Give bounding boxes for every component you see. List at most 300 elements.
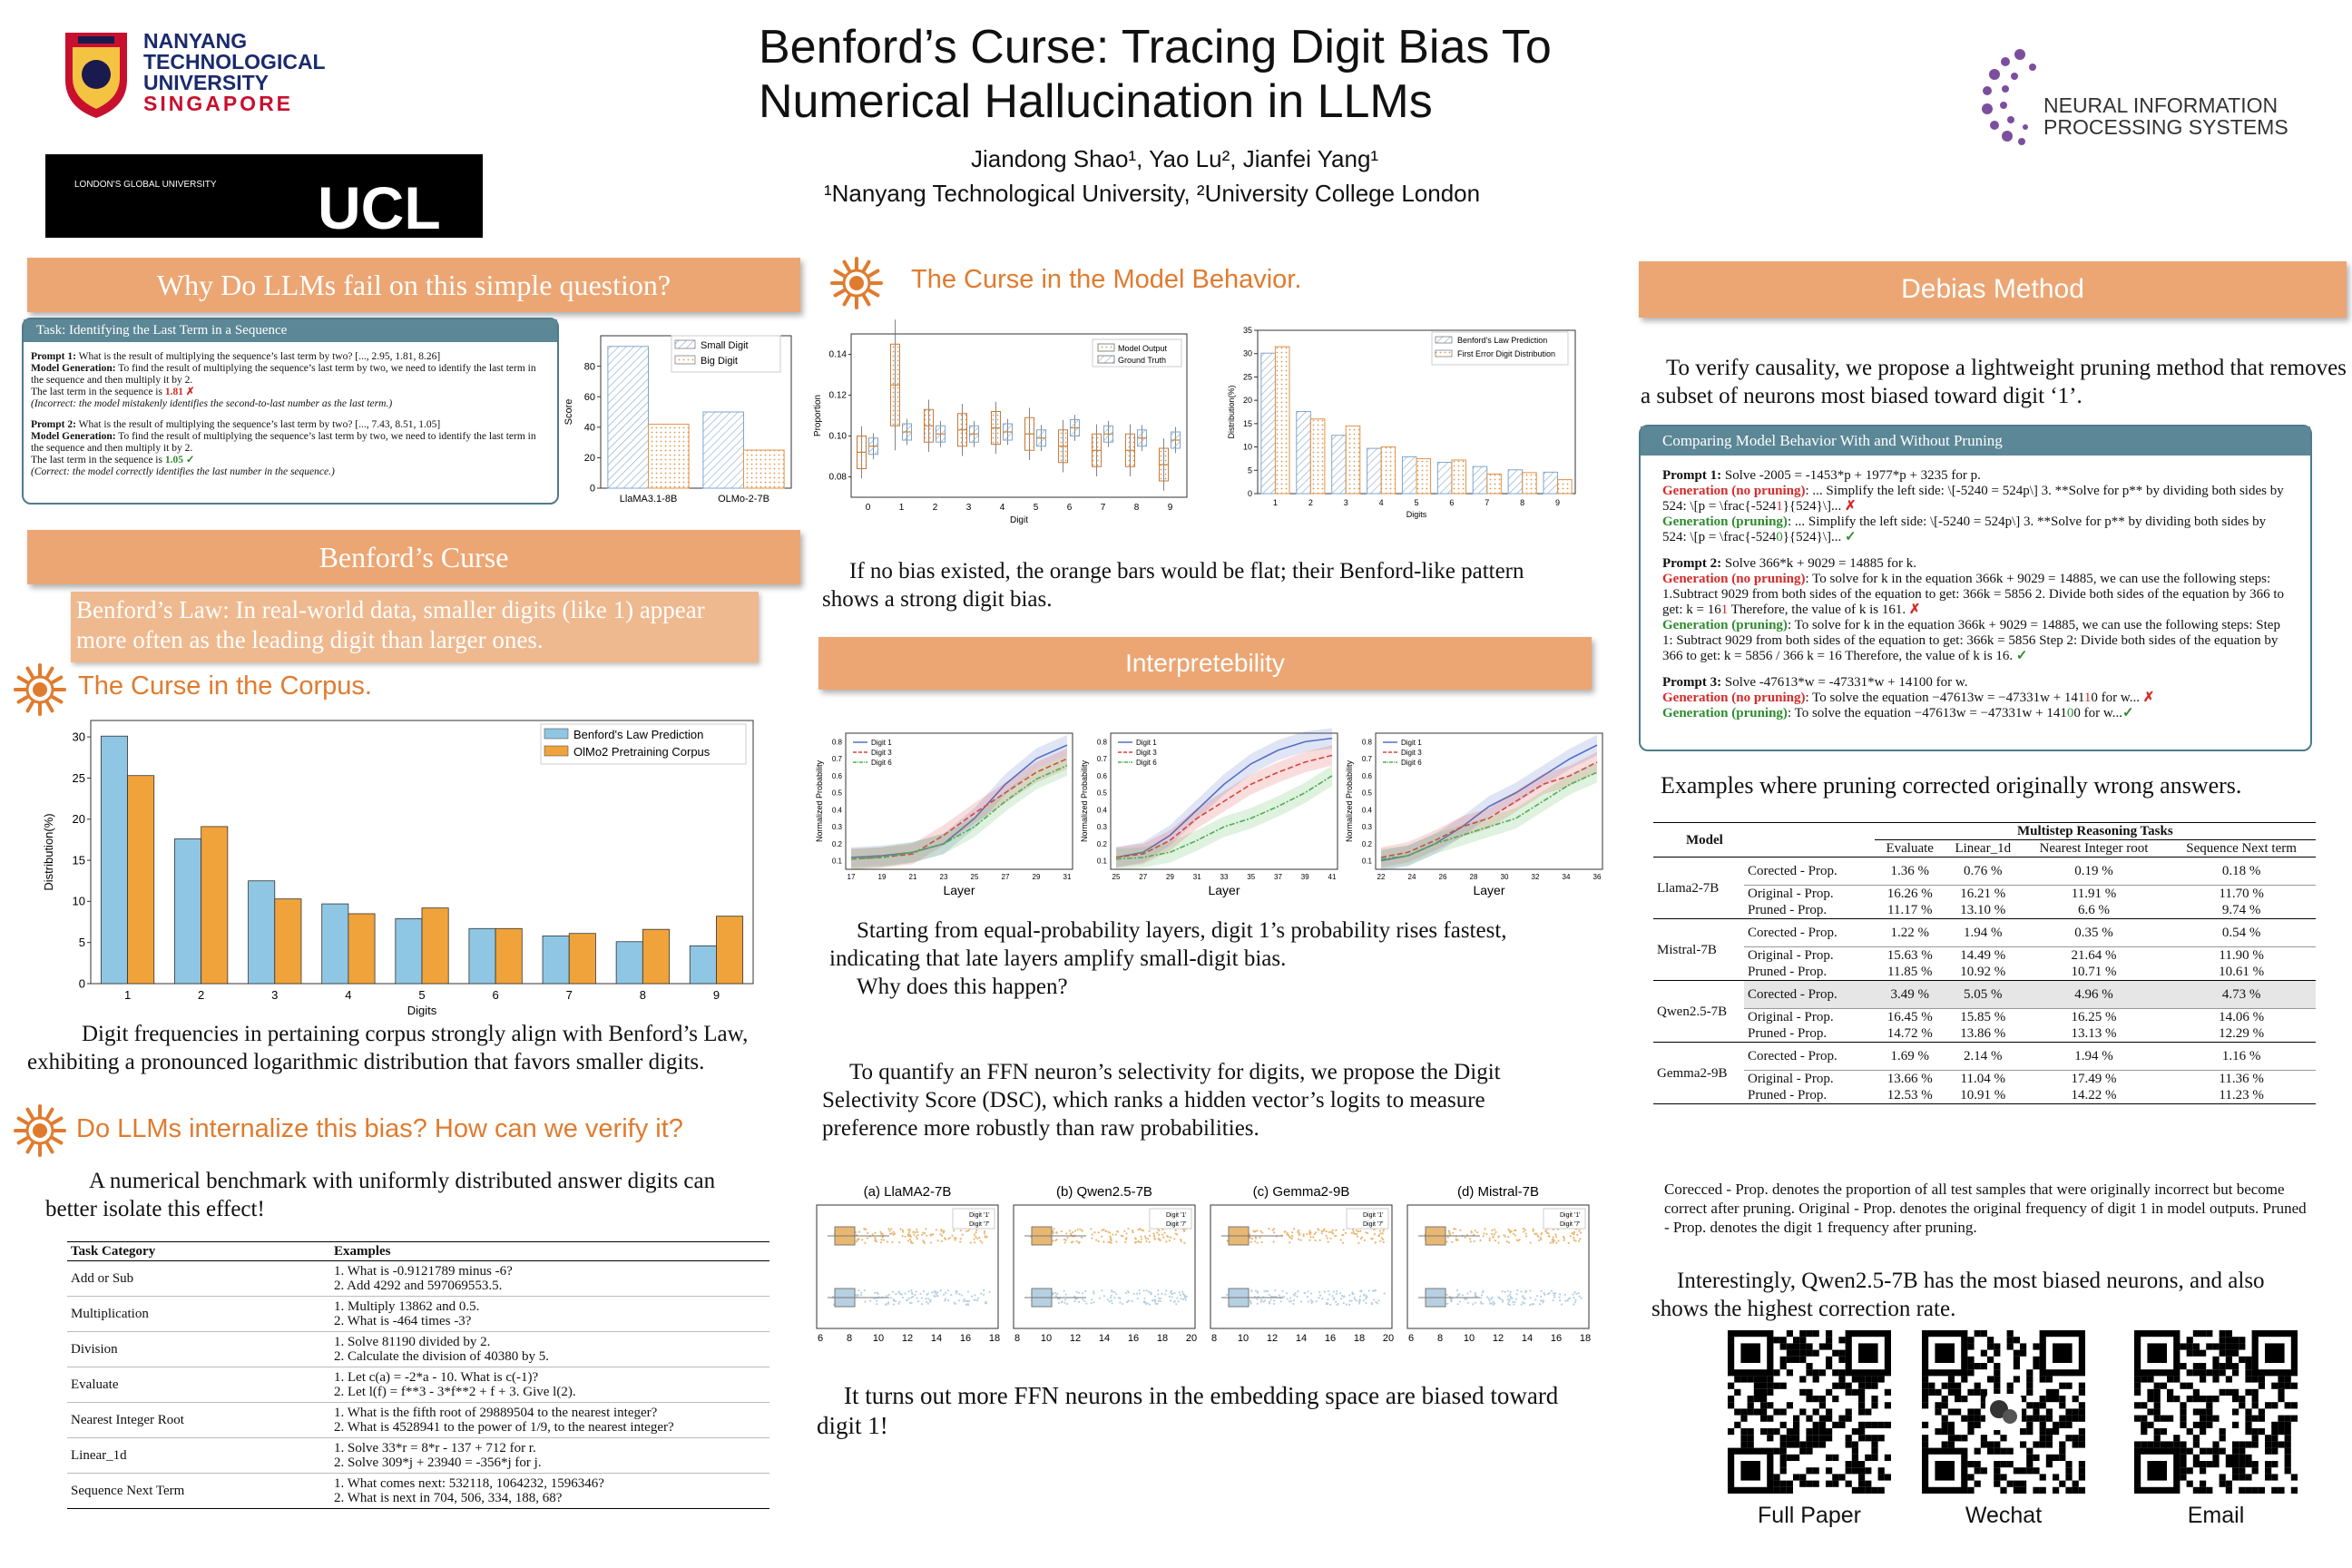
task-box bbox=[22, 318, 559, 505]
bar bbox=[1402, 456, 1416, 494]
y-axis-label: Proportion bbox=[813, 394, 823, 437]
qr-module bbox=[2206, 1408, 2212, 1415]
qr-module bbox=[2232, 1363, 2239, 1369]
qr-module bbox=[2073, 1481, 2079, 1487]
correct-digit: 0 bbox=[2066, 706, 2074, 720]
qr-module bbox=[2285, 1461, 2291, 1467]
qr-module bbox=[2065, 1416, 2072, 1422]
point bbox=[1544, 1230, 1546, 1232]
x-tick-label: 32 bbox=[1531, 873, 1540, 881]
qr-module bbox=[2141, 1376, 2147, 1382]
qr-module bbox=[2187, 1383, 2193, 1389]
point bbox=[1054, 1292, 1056, 1294]
qr-module bbox=[1760, 1376, 1767, 1382]
x-axis-label: Layer bbox=[943, 883, 975, 897]
point bbox=[1161, 1293, 1162, 1295]
bar bbox=[716, 916, 742, 984]
point bbox=[1480, 1297, 1482, 1298]
qr-module bbox=[1871, 1441, 1877, 1447]
point bbox=[895, 1293, 897, 1295]
bar bbox=[1261, 353, 1276, 494]
qr-module bbox=[2079, 1383, 2085, 1389]
qr-module bbox=[1760, 1396, 1767, 1402]
x-tick-label: 10 bbox=[1237, 1333, 1250, 1344]
point bbox=[1314, 1240, 1316, 1241]
table-cell bbox=[330, 1261, 769, 1297]
point bbox=[1494, 1231, 1496, 1233]
point bbox=[1559, 1299, 1561, 1301]
qr-module bbox=[2059, 1481, 2065, 1487]
point bbox=[1356, 1230, 1357, 1231]
point bbox=[1289, 1241, 1290, 1243]
y-axis-label: Score bbox=[564, 398, 574, 426]
y-tick-label: 20 bbox=[1242, 396, 1252, 406]
qr-module bbox=[2173, 1396, 2180, 1402]
gen2-text: To find the result of multiplying the sequence’s last term by two, we need to identify the last term in the sequence and then multiply it by 2. bbox=[31, 431, 536, 454]
point bbox=[860, 1292, 862, 1294]
x-tick-label: 10 bbox=[1463, 1333, 1475, 1344]
point bbox=[1470, 1240, 1472, 1242]
panel-title: (c) Gemma2-9B bbox=[1252, 1184, 1350, 1200]
point bbox=[1082, 1298, 1083, 1300]
x-tick-label: 7 bbox=[1100, 503, 1106, 513]
qr-module bbox=[2059, 1448, 2065, 1455]
point bbox=[1524, 1229, 1526, 1230]
x-tick-label: 8 bbox=[1520, 498, 1525, 507]
point bbox=[1054, 1228, 1055, 1230]
model-cell: Llama2-7B bbox=[1653, 858, 1744, 919]
point bbox=[1466, 1292, 1468, 1294]
qr-module bbox=[1813, 1396, 1819, 1402]
gen-text: }{524}\]... bbox=[1782, 530, 1842, 544]
y-tick-label: 0.7 bbox=[831, 755, 842, 764]
point bbox=[1154, 1303, 1156, 1305]
x-tick-label: 7 bbox=[1485, 498, 1490, 507]
x-tick-label: 14 bbox=[1521, 1333, 1534, 1344]
table-row bbox=[67, 1474, 769, 1509]
table-header: Task Category bbox=[71, 1244, 156, 1259]
qr-module bbox=[1967, 1487, 1974, 1494]
qr-module bbox=[1780, 1461, 1787, 1467]
point bbox=[1137, 1240, 1139, 1242]
qr-module bbox=[2226, 1337, 2232, 1343]
table-cell: 11.36 % bbox=[2219, 1072, 2264, 1086]
point bbox=[895, 1300, 897, 1302]
qr-module bbox=[1871, 1435, 1877, 1441]
qr-module bbox=[1819, 1396, 1826, 1402]
point bbox=[1121, 1235, 1122, 1237]
point bbox=[1128, 1291, 1130, 1293]
point bbox=[934, 1291, 936, 1293]
qr-module bbox=[2271, 1383, 2278, 1389]
point bbox=[1564, 1300, 1566, 1302]
qr-module bbox=[1865, 1376, 1871, 1382]
prompt2-label: Prompt 2: bbox=[31, 419, 76, 430]
point bbox=[1078, 1292, 1080, 1294]
qr-module bbox=[1793, 1455, 1799, 1461]
qr-module bbox=[2026, 1369, 2033, 1376]
point bbox=[1494, 1233, 1495, 1235]
corpus-bar-chart bbox=[36, 711, 762, 1020]
qr-module bbox=[2239, 1448, 2245, 1455]
bias-text bbox=[822, 557, 1584, 613]
qr-module bbox=[2007, 1448, 2014, 1455]
x-tick-label: 4 bbox=[1378, 498, 1384, 507]
qr-module bbox=[2193, 1369, 2200, 1376]
qr-module bbox=[1799, 1350, 1806, 1357]
point bbox=[888, 1294, 890, 1296]
x-tick-label: 2 bbox=[1308, 498, 1313, 507]
qr-module bbox=[1767, 1435, 1773, 1441]
qr-module bbox=[1858, 1376, 1865, 1382]
results-table bbox=[1653, 822, 2316, 1104]
table-cell bbox=[330, 1332, 769, 1367]
x-tick-label: 39 bbox=[1300, 873, 1309, 881]
point bbox=[874, 1232, 876, 1234]
qr-module bbox=[1885, 1455, 1891, 1461]
point bbox=[1185, 1298, 1187, 1300]
sun-ray bbox=[868, 271, 877, 277]
qr-module bbox=[2073, 1408, 2079, 1415]
banner-interp: Interpretebility bbox=[818, 637, 1592, 690]
prompt-label: Prompt 1: bbox=[1662, 468, 1722, 483]
qr-module bbox=[1878, 1474, 1885, 1480]
point bbox=[1180, 1239, 1181, 1240]
conclusion-text-content: It turns out more FFN neurons in the embedding space are biased toward digit 1! bbox=[817, 1382, 1559, 1439]
point bbox=[1331, 1295, 1333, 1297]
qr-module bbox=[2187, 1467, 2193, 1474]
qr-module bbox=[1748, 1376, 1754, 1382]
point bbox=[1308, 1240, 1310, 1241]
point bbox=[1383, 1241, 1385, 1243]
table-cell: 10.71 % bbox=[2071, 965, 2117, 979]
point bbox=[926, 1294, 927, 1296]
qr-module bbox=[2033, 1357, 2039, 1363]
point bbox=[1553, 1292, 1554, 1294]
table-cell: 1.16 % bbox=[2221, 1049, 2261, 1063]
qr-module bbox=[2059, 1455, 2065, 1461]
qr-module bbox=[1767, 1402, 1773, 1408]
examples-text-content: Examples where pruning corrected originally wrong answers. bbox=[1661, 772, 2242, 799]
banner-benford: Benford’s Curse bbox=[27, 530, 800, 584]
point bbox=[891, 1232, 893, 1234]
qr-module bbox=[1748, 1408, 1754, 1415]
point bbox=[1256, 1230, 1258, 1231]
y-tick-label: 0.2 bbox=[1096, 839, 1107, 848]
qr-module bbox=[1967, 1428, 1974, 1435]
point bbox=[1580, 1231, 1582, 1233]
ucl-logo bbox=[45, 154, 483, 241]
qr-module bbox=[2232, 1350, 2239, 1357]
qr-module bbox=[1813, 1330, 1819, 1337]
point bbox=[1525, 1232, 1527, 1234]
table-cell bbox=[330, 1367, 769, 1403]
qr-module bbox=[1987, 1376, 1994, 1382]
point bbox=[1356, 1299, 1357, 1301]
table-row bbox=[1653, 1087, 2316, 1104]
qr-module bbox=[2180, 1474, 2186, 1480]
task-box-header: Task: Identifying the Last Term in a Sequence bbox=[24, 319, 557, 342]
table-cell: 1.94 % bbox=[2074, 1049, 2113, 1063]
point bbox=[1153, 1299, 1155, 1301]
last1-text: The last term in the sequence is bbox=[31, 387, 162, 397]
point bbox=[1157, 1289, 1159, 1291]
poster-title bbox=[759, 20, 1552, 129]
legend-label: Big Digit bbox=[701, 356, 738, 367]
point bbox=[1289, 1300, 1290, 1302]
qr-module bbox=[2007, 1383, 2014, 1389]
point bbox=[1255, 1237, 1257, 1239]
qr-module bbox=[1922, 1396, 1928, 1402]
qr-module bbox=[2079, 1435, 2085, 1441]
table-row bbox=[1653, 902, 2316, 919]
qr-module bbox=[1858, 1461, 1865, 1467]
qr-module bbox=[2278, 1396, 2284, 1402]
point bbox=[1183, 1230, 1185, 1232]
table-cell: 11.23 % bbox=[2219, 1088, 2264, 1102]
qr-code-icon[interactable] bbox=[1728, 1330, 1891, 1494]
table-header: Multistep Reasoning Tasks bbox=[1875, 823, 2316, 840]
point bbox=[1446, 1294, 1448, 1296]
x-tick-label: 17 bbox=[847, 873, 856, 881]
qr-module bbox=[2271, 1461, 2278, 1467]
legend-label: Model Output bbox=[1118, 344, 1168, 353]
qr-module bbox=[1740, 1435, 1747, 1441]
table-cell: Multiplication bbox=[71, 1307, 149, 1321]
qr-module bbox=[2285, 1448, 2291, 1455]
qr-code-icon[interactable] bbox=[2134, 1330, 2298, 1494]
qr-module bbox=[1819, 1369, 1826, 1376]
qr-module bbox=[2000, 1461, 2006, 1467]
legend-label: Digit '7' bbox=[969, 1221, 990, 1228]
qr-module bbox=[2167, 1441, 2173, 1447]
last1-answer: 1.81 ✗ bbox=[164, 387, 195, 397]
y-axis-label: Normalized Probability bbox=[1080, 760, 1089, 843]
qr-module bbox=[2232, 1441, 2239, 1447]
qr-module bbox=[1994, 1363, 2000, 1369]
x-tick-label: 33 bbox=[1220, 873, 1229, 881]
qr-module bbox=[1928, 1383, 1935, 1389]
qr-module bbox=[2014, 1481, 2020, 1487]
legend-swatch bbox=[1098, 356, 1114, 363]
point bbox=[1101, 1236, 1102, 1238]
point bbox=[1152, 1299, 1153, 1301]
point bbox=[1293, 1299, 1295, 1301]
qr-module bbox=[1846, 1467, 1852, 1474]
qr-module bbox=[2026, 1376, 2033, 1382]
qr-code-icon[interactable] bbox=[1922, 1330, 2085, 1494]
sun-ray bbox=[47, 669, 53, 678]
qr-module bbox=[1858, 1389, 1865, 1396]
qr-module bbox=[2271, 1474, 2278, 1480]
qr-module bbox=[1728, 1396, 1734, 1402]
qr-module bbox=[2007, 1481, 2014, 1487]
point bbox=[1340, 1239, 1342, 1240]
qr-module bbox=[2187, 1428, 2193, 1435]
point bbox=[1573, 1240, 1575, 1241]
point bbox=[1295, 1292, 1297, 1294]
point bbox=[1379, 1240, 1381, 1242]
point bbox=[1176, 1298, 1178, 1299]
point bbox=[926, 1298, 927, 1299]
qr-module bbox=[2239, 1357, 2245, 1363]
gen-text: : To solve for k in the equation 366k + 9029 = 14885, we can use the following steps: Step 1: Subtract 9029 from both sides of the equation to get: 366k = 5856 Step 2: Divide both sides of the equation by 366 to get: k = 5856 / 366 k = 16 Therefore, the value of k is 16. bbox=[1662, 618, 2280, 663]
table-cell: 0.76 % bbox=[1964, 864, 2003, 878]
y-tick-label: 0.6 bbox=[1361, 771, 1372, 780]
x-tick-label: 34 bbox=[1562, 873, 1571, 881]
ntu-logo bbox=[60, 29, 332, 129]
y-tick-label: 25 bbox=[1242, 372, 1252, 382]
point bbox=[1158, 1300, 1160, 1302]
x-tick-label: 12 bbox=[901, 1333, 914, 1344]
point bbox=[1069, 1230, 1071, 1231]
point bbox=[1257, 1303, 1259, 1305]
x-tick-label: 21 bbox=[908, 873, 917, 881]
qr-module bbox=[1871, 1376, 1877, 1382]
point bbox=[1363, 1294, 1365, 1296]
x-tick-label: 1 bbox=[898, 503, 905, 513]
point bbox=[1141, 1238, 1142, 1240]
qr-module bbox=[1773, 1487, 1779, 1494]
qr-module bbox=[1780, 1455, 1787, 1461]
x-tick-label: 5 bbox=[1414, 498, 1419, 507]
qr-module bbox=[2065, 1435, 2072, 1441]
legend-label: Digit '1' bbox=[1363, 1212, 1384, 1219]
point bbox=[1249, 1237, 1250, 1239]
qr-module bbox=[1838, 1350, 1845, 1357]
qr-module bbox=[1813, 1467, 1819, 1474]
point bbox=[1180, 1298, 1181, 1299]
point bbox=[1367, 1289, 1369, 1291]
point bbox=[1479, 1240, 1481, 1241]
qr-module bbox=[1922, 1383, 1928, 1389]
point bbox=[1564, 1294, 1566, 1296]
y-tick-label: 0.2 bbox=[1361, 839, 1372, 848]
point bbox=[1136, 1292, 1138, 1294]
point bbox=[1095, 1239, 1097, 1240]
cross-icon: ✗ bbox=[1908, 603, 1921, 617]
y-axis-label: Distribution(%) bbox=[1227, 385, 1236, 439]
point bbox=[1573, 1297, 1574, 1298]
point bbox=[974, 1234, 975, 1236]
qr-module bbox=[2278, 1416, 2284, 1422]
debias-intro bbox=[1641, 354, 2348, 410]
table-cell bbox=[330, 1474, 769, 1509]
qr-module bbox=[2239, 1487, 2245, 1494]
x-tick-label: 6 bbox=[1407, 1333, 1415, 1344]
sun-icon bbox=[829, 256, 884, 310]
x-axis-label: Digits bbox=[1406, 510, 1427, 519]
qr-module bbox=[1787, 1343, 1793, 1349]
qr-module bbox=[1826, 1389, 1832, 1396]
qr-module bbox=[2141, 1441, 2147, 1447]
qr-module bbox=[2187, 1481, 2193, 1487]
qr-module bbox=[2245, 1416, 2251, 1422]
point bbox=[1373, 1290, 1375, 1292]
qr-module bbox=[1799, 1330, 1806, 1337]
bar bbox=[1452, 460, 1466, 494]
point bbox=[1514, 1230, 1516, 1231]
qr-module bbox=[1806, 1428, 1812, 1435]
point bbox=[983, 1294, 985, 1296]
point bbox=[960, 1238, 962, 1240]
qr-module bbox=[2180, 1416, 2186, 1422]
qr-module bbox=[2265, 1435, 2271, 1441]
qr-module bbox=[1826, 1337, 1832, 1343]
legend-swatch bbox=[1098, 344, 1114, 351]
qr-module bbox=[2033, 1467, 2039, 1474]
point bbox=[953, 1230, 955, 1231]
sun-ray bbox=[28, 701, 34, 710]
table-row bbox=[67, 1403, 769, 1438]
qr-module bbox=[1793, 1422, 1799, 1428]
qr-module bbox=[2180, 1461, 2186, 1467]
last2-answer: 1.05 ✓ bbox=[164, 455, 195, 466]
x-tick-label: 12 bbox=[1069, 1333, 1082, 1344]
y-tick-label: 0.1 bbox=[1096, 857, 1107, 866]
qr-module bbox=[2079, 1487, 2085, 1494]
point bbox=[937, 1240, 939, 1241]
qr-module bbox=[2141, 1402, 2147, 1408]
qr-module bbox=[2226, 1350, 2232, 1357]
qr-module bbox=[2206, 1330, 2212, 1337]
qr-module bbox=[2245, 1461, 2251, 1467]
point bbox=[1508, 1241, 1510, 1243]
point bbox=[1112, 1233, 1113, 1235]
qr-module bbox=[2193, 1408, 2200, 1415]
x-tick-label: 8 bbox=[1436, 1333, 1444, 1344]
qr-module bbox=[2059, 1402, 2065, 1408]
qr-module bbox=[2259, 1428, 2265, 1435]
point bbox=[1165, 1240, 1167, 1242]
point bbox=[1488, 1298, 1490, 1299]
x-tick-label: 4 bbox=[345, 988, 352, 1002]
gen-text: : To solve the equation −47613w = −47331w + 141 bbox=[1805, 691, 2084, 705]
point bbox=[1102, 1229, 1104, 1230]
point bbox=[883, 1239, 885, 1240]
qr-module bbox=[2232, 1467, 2239, 1474]
x-tick-label: 29 bbox=[1032, 873, 1041, 881]
point bbox=[1061, 1301, 1063, 1303]
sun-ray bbox=[836, 271, 845, 277]
table-cell: 0.54 % bbox=[2221, 926, 2261, 940]
table-row bbox=[67, 1438, 769, 1474]
example-line: 1. Solve 33*r = 8*r - 137 + 712 for r. bbox=[334, 1441, 536, 1455]
qr-module bbox=[1838, 1422, 1845, 1428]
x-tick-label: 6 bbox=[817, 1333, 824, 1344]
y-tick-label: 0.10 bbox=[828, 431, 847, 442]
table-cell: 3.49 % bbox=[1890, 987, 1929, 1002]
point bbox=[1563, 1240, 1565, 1241]
qr-module bbox=[1826, 1357, 1832, 1363]
point bbox=[1107, 1298, 1109, 1300]
qr-module bbox=[1819, 1441, 1826, 1447]
point bbox=[1075, 1291, 1077, 1293]
qr-module bbox=[1967, 1416, 1974, 1422]
qr-module bbox=[2046, 1389, 2053, 1396]
x-tick-label: 18 bbox=[1353, 1333, 1366, 1344]
qr-module bbox=[2193, 1455, 2200, 1461]
qr-module bbox=[2220, 1330, 2226, 1337]
point bbox=[963, 1300, 965, 1302]
point bbox=[1459, 1230, 1461, 1231]
qr-module bbox=[1994, 1350, 2000, 1357]
qr-module bbox=[2278, 1376, 2284, 1382]
note2: (Correct: the model correctly identifies the last number in the sequence.) bbox=[31, 466, 335, 477]
point bbox=[1553, 1297, 1555, 1298]
example-line: 1. Let c(a) = -2*a - 10. What is c(-1)? bbox=[334, 1370, 539, 1385]
point bbox=[1509, 1304, 1511, 1306]
